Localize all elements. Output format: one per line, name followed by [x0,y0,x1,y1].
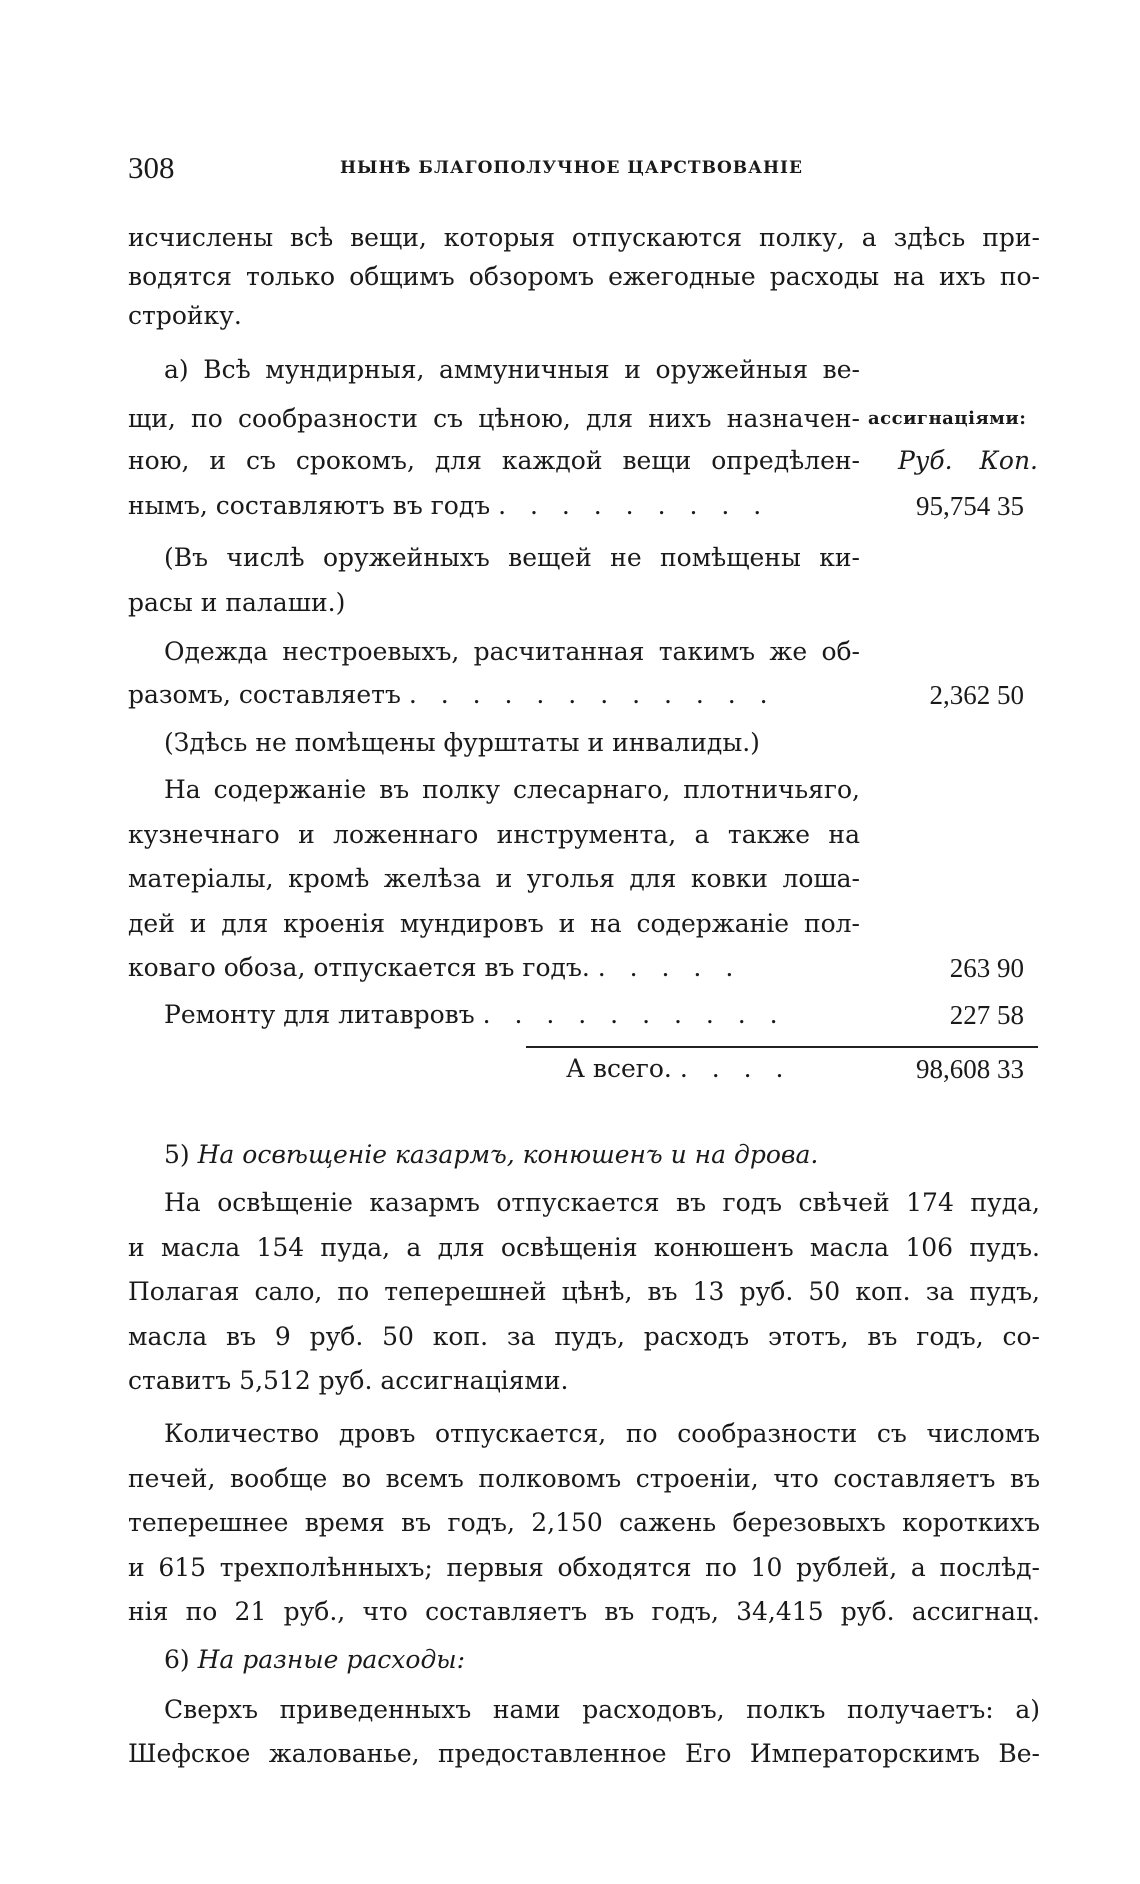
ledger-line [128,489,860,523]
ledger-label: Ремонту для литавровъ [164,1000,475,1029]
section-title: На разные расходы: [197,1645,466,1674]
leader-dots: . . . . . . . . . . . . [408,680,776,709]
section-heading [164,1138,1076,1172]
leader-dots: . . . . [679,1054,792,1083]
text-line: нія по 21 руб., что составляетъ въ годъ, 34,415 руб. ассигнац. [128,1597,1040,1626]
text-line: и 615 трехполѣнныхъ; первыя обходятся по 10 рублей, а послѣд- [128,1553,1040,1582]
text-line: и масла 154 пуда, а для освѣщенія конюшенъ масла 106 пудъ. [128,1233,1040,1262]
total-label: А всего. [566,1054,672,1083]
total-line [566,1052,866,1086]
text-line: Количество дровъ отпускается, по сообразности съ числомъ [164,1419,1040,1448]
ledger-line [164,998,860,1032]
text-line: На освѣщеніе казармъ отпускается въ годъ свѣчей 174 пуда, [164,1188,1040,1217]
ledger-label: нымъ, составляютъ въ годъ [128,491,491,520]
ledger-label: коваго обоза, отпускается въ годъ. [128,953,590,982]
amount-total: 98,608 33 [916,1054,1024,1084]
text-line: масла въ 9 руб. 50 коп. за пудъ, расходъ этотъ, въ годъ, со- [128,1322,1040,1351]
text-line: кузнечнаго и ложеннаго инструмента, а также на [128,820,860,849]
text-line: дей и для кроенія мундировъ и на содержаніе пол- [128,909,860,938]
page-number: 308 [128,150,175,185]
column-rub: Руб. [898,446,953,475]
text-line: матеріалы, кромѣ желѣза и уголья для ковки лоша- [128,864,860,893]
section-title: На освѣщеніе казармъ, конюшенъ и на дрова. [197,1140,819,1169]
section-number: 5) [164,1140,190,1169]
page-header [128,150,1040,190]
leader-dots: . . . . . . . . . [498,491,770,520]
amount-clothing: 2,362 50 [929,680,1024,710]
section-heading [164,1643,1076,1677]
column-kop: Коп. [979,446,1038,475]
column-units [898,444,1038,478]
text-line: водятся только общимъ обзоромъ ежегодные расходы на ихъ по- [128,262,1040,291]
column-title-assignats: ассигнаціями: [868,408,1027,429]
text-line: ставитъ 5,512 руб. ассигнаціями. [128,1366,569,1395]
text-line: печей, вообще во всемъ полковомъ строеніи, что составляетъ въ [128,1464,1040,1493]
text-line: (Въ числѣ оружейныхъ вещей не помѣщены ки- [164,543,860,572]
text-line: На содержаніе въ полку слесарнаго, плотничьяго, [164,775,860,804]
amount-arms: 95,754 35 [916,491,1024,521]
section-number: 6) [164,1645,190,1674]
amount-tools: 263 90 [949,953,1024,983]
text-line: исчислены всѣ вещи, которыя отпускаются полку, а здѣсь при- [128,223,1040,252]
amount-kettledrums: 227 58 [949,1000,1024,1030]
text-line: Шефское жалованье, предоставленное Его Императорскимъ Ве- [128,1739,1040,1768]
total-rule [526,1046,1038,1048]
leader-dots: . . . . . . . . . . [482,1000,786,1029]
text-line: щи, по сообразности съ цѣною, для нихъ назначен- [128,404,860,433]
text-line: расы и палаши.) [128,588,346,617]
text-line: стройку. [128,301,242,330]
ledger-label: разомъ, составляетъ [128,680,401,709]
leader-dots: . . . . . [597,953,742,982]
text-line: ною, и съ срокомъ, для каждой вещи опредѣлен- [128,446,860,475]
text-line: а) Всѣ мундирныя, аммуничныя и оружейныя ве- [164,355,860,384]
text-line: теперешнее время въ годъ, 2,150 сажень березовыхъ короткихъ [128,1508,1040,1537]
ledger-line [128,951,860,985]
text-line: Одежда нестроевыхъ, расчитанная такимъ же об- [164,637,860,666]
ledger-line [128,678,860,712]
text-line: (Здѣсь не помѣщены фурштаты и инвалиды.) [164,728,760,757]
running-title: НЫНѢ БЛАГОПОЛУЧНОЕ ЦАРСТВОВАНІЕ [340,158,803,178]
text-line: Сверхъ приведенныхъ нами расходовъ, полкъ получаетъ: а) [164,1695,1040,1724]
text-line: Полагая сало, по теперешней цѣнѣ, въ 13 руб. 50 коп. за пудъ, [128,1277,1040,1306]
